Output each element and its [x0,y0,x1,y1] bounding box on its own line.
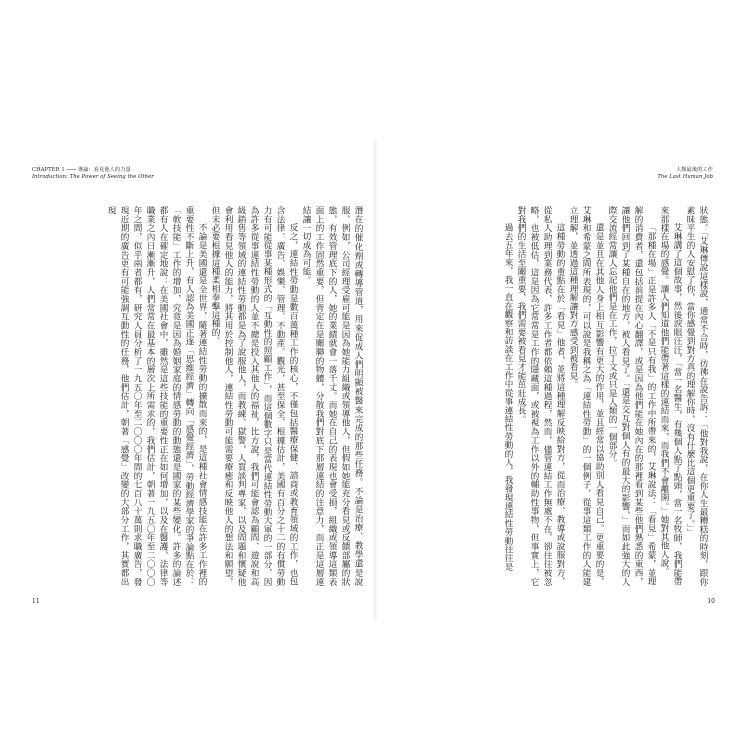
right-paragraph-3: 「那種在場」正是許多人「不是只有我」的工作中所帶來的，艾琳說法：「看見」希蒙，並理解的消費者，還包括前提在內心翻譯，或是因為他們能在她內在的那裡看到某些他們熟悉的東西，讓他們回到了某種自在的地方，被人看見了。「還是交互對個人有的最大的影響，」而如此強大的人際交流經常讓人忘記他們是在工作，拉丁文或只是人類的一個部分。 [607,206,656,586]
right-paragraph-2: 艾琳講了這個故事，然後淚眼汪汪，「當一名醫生，有幾個人點了點頭，當一名牧師，我們能帶來那樣在場的感覺。讓人們知道他們能帶著這樣的連結而來，而我們不會離開。」她對其他人說。 [659,206,682,586]
right-paragraph-5: 這種勞動的重點在於「看見」他者，並將這種理解反映給對方，從而治療、教導或說服對方，從私人助理到業務代表，許多工作者都依賴這種過程，然而，儘管連結工作無處不在，卻往往被忽略，也被低估，這是因為它常常是工作的隱藏面，或被視為工作以外的輔助性事物，但事實上，它對我們的生活至關重要，我們需要被看見才能茁壯成長。 [516,206,565,586]
left-paragraph-3: 不論是美國還是全世界，隨著連結性勞動的擴散而來的，是這種社會情感技能在許多工作裡的重要性不斷上升，有人認為美國正逐「思維經濟」轉向「感覺經濟」，勞動經濟學家的爭論點在於：「軟技能」工作的增加，究竟是因為婚姻家庭的情感勞動的動態還是國家的某些變化。許多的論述都有人在確定地說：在美國社會中，雖然是這些技能的重要性正在如何增加，以及在醫護，法律等職業之內日漸漸升，人們常常在最基本的層次上所需求的，我們估計，朝著一九五〇年至二〇〇〇年之間，似乎兩者都有，研究人員分析了一九五〇年至二〇〇〇年間的七百八十萬則求職廣告，發現近期的廣告更有可能強調互動性的任務，他們估計，朝著「感覺」改變的大部分工作，其實都出現 [106,206,207,586]
left-paragraph-1: 潛在的催化劑或轉導管道，用來促成人們明顯被醫來完成的那些任務。不論是治療、教學還是說服，例如，公司經理受雇可能是因為她能力組織或領導他人，但假如她能充分看見或反饋部屬的狀態，有效管理底下的人，她的業績就會一落千丈。而她在自己的表現也會受損，組織或領導這類表面上的工作固然重要，但背定在是關聯的物體，分散我們對底下那層連結的注意力，而正是這層連結讓一切成為可能。 [301,206,363,586]
right-page-header [657,167,713,181]
right-paragraph-6: 過去五年來，我一直在觀察和訪談在工作中從事連結性勞動的人，我發現連結性勞動往往是 [503,223,513,572]
left-page-header [32,167,154,181]
left-paragraph-2: 反之，連結性勞動是數百萬種工作的核心，不僅包括醫療保健、諮商或教育領域的工作，也包含法律、廣告、娛樂、管理、不動產、觀光，甚至保全、根據估計，美國有百分之十二的有償勞動力有可能從事某種形式的「互動性的照顧工作」，而這個數字只是當代連結性勞動大軍的一部分，因為許多從事連結性勞動的人並不總是投入其他人的福祉，比方說，我們可能會認為顧問、遊說和高級銷售等領域的連結性勞動都是為了說服他人，而教練、獄警，人質談判專家，以及問題和懷疑他會利用看見他人的能力，將其用於控制他人，連結性勞動可能需要療癒和反映他人的想法和願望，但未必要根據這種柔相拳擊這種的。 [210,206,298,586]
right-header-title: 人類最後的工作 [675,167,713,173]
left-page-number: 11 [32,598,40,605]
left-page-body [42,206,364,586]
left-header-subtitle: Introduction: The Power of Seeing the Other [32,174,154,180]
right-page-number: 10 [707,598,715,605]
right-page [375,150,715,610]
left-header-chapter: CHAPTER 1 ─── 導論：看見他人的力量 [32,167,131,173]
left-page [30,150,370,610]
right-page-body [379,206,709,586]
right-paragraph-4: 還是並且在其他人身上相互影響有更大的作用，並且經常以協助別人看見自己。更重要的是，艾琳和希蒙之間所表現的，可以說是我稱之為「連結性勞動」的一個例子，從事這類工作的人能建立理解，並透過這種理解讓對方感受到被看見。 [568,206,604,586]
right-header-subtitle: The Last Human Job [657,174,713,180]
right-paragraph-1: 狀態。「艾琳傳說這樣說，通常不合時，彷彿在說告訴：「他對我說，在你人生最糟糕的時刻，跟你素昧平生的人安慰了你，當你感覺到對方真的理解你時，沒有什麼比這個更重要了。」」 [685,206,708,586]
